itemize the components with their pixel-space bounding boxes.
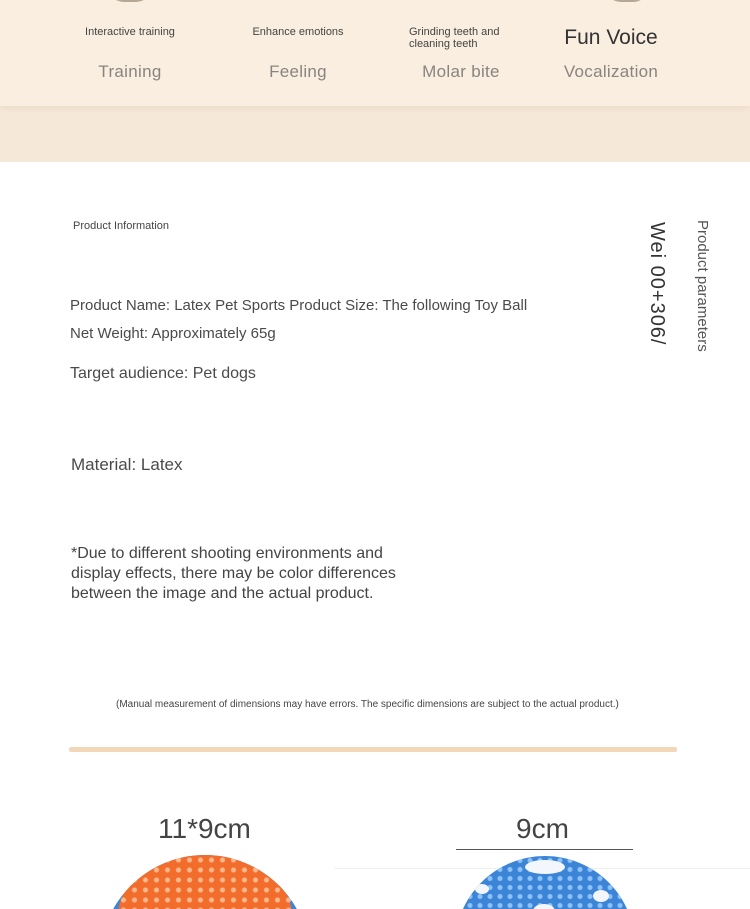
ball-white-spot [525,860,565,874]
feature-molar-bite [381,0,541,106]
feature-vocalization [531,0,691,106]
feature-icon [605,0,649,2]
material: Material: Latex [71,455,183,474]
measurement-note: (Manual measurement of dimensions may have errors. The specific dimensions are subject to the actual product.) [116,699,619,710]
feature-label: Vocalization [563,62,659,81]
feature-caption: Fun Voice [564,26,658,49]
vertical-weight-text: Wei 00+306/ [646,222,668,346]
feature-label: Feeling [269,62,327,81]
feature-band [0,0,750,106]
net-weight: Net Weight: Approximately 65g [70,325,276,342]
size-underline [456,849,633,850]
feature-caption: Enhance emotions [252,26,344,38]
feature-label: Molar bite [422,62,500,81]
blue-white-ball-image [455,856,635,909]
orange-blue-ball-image [100,855,310,909]
feature-caption: Grinding teeth and cleaning teeth [409,26,500,50]
size-label-large-ball: 11*9cm [158,813,251,844]
ball-texture [118,855,292,909]
vertical-params-title: Product parameters [694,220,711,352]
feature-caption: Interactive training [85,26,175,38]
feature-training [50,0,210,106]
ball-white-spot [475,884,489,894]
feature-icon [108,0,152,2]
feature-label: Training [98,62,162,81]
ball-white-spot [593,890,609,902]
size-label-small-ball: 9cm [516,813,569,844]
color-disclaimer: *Due to different shooting environments and display effects, there may be color differences between the image and the actual product. [71,545,396,602]
target-audience: Target audience: Pet dogs [70,365,256,382]
product-name-size: Product Name: Latex Pet Sports Product Size: The following Toy Ball [70,297,528,314]
feature-feeling [218,0,378,106]
product-info-title: Product Information [73,220,169,232]
section-divider [69,747,677,752]
